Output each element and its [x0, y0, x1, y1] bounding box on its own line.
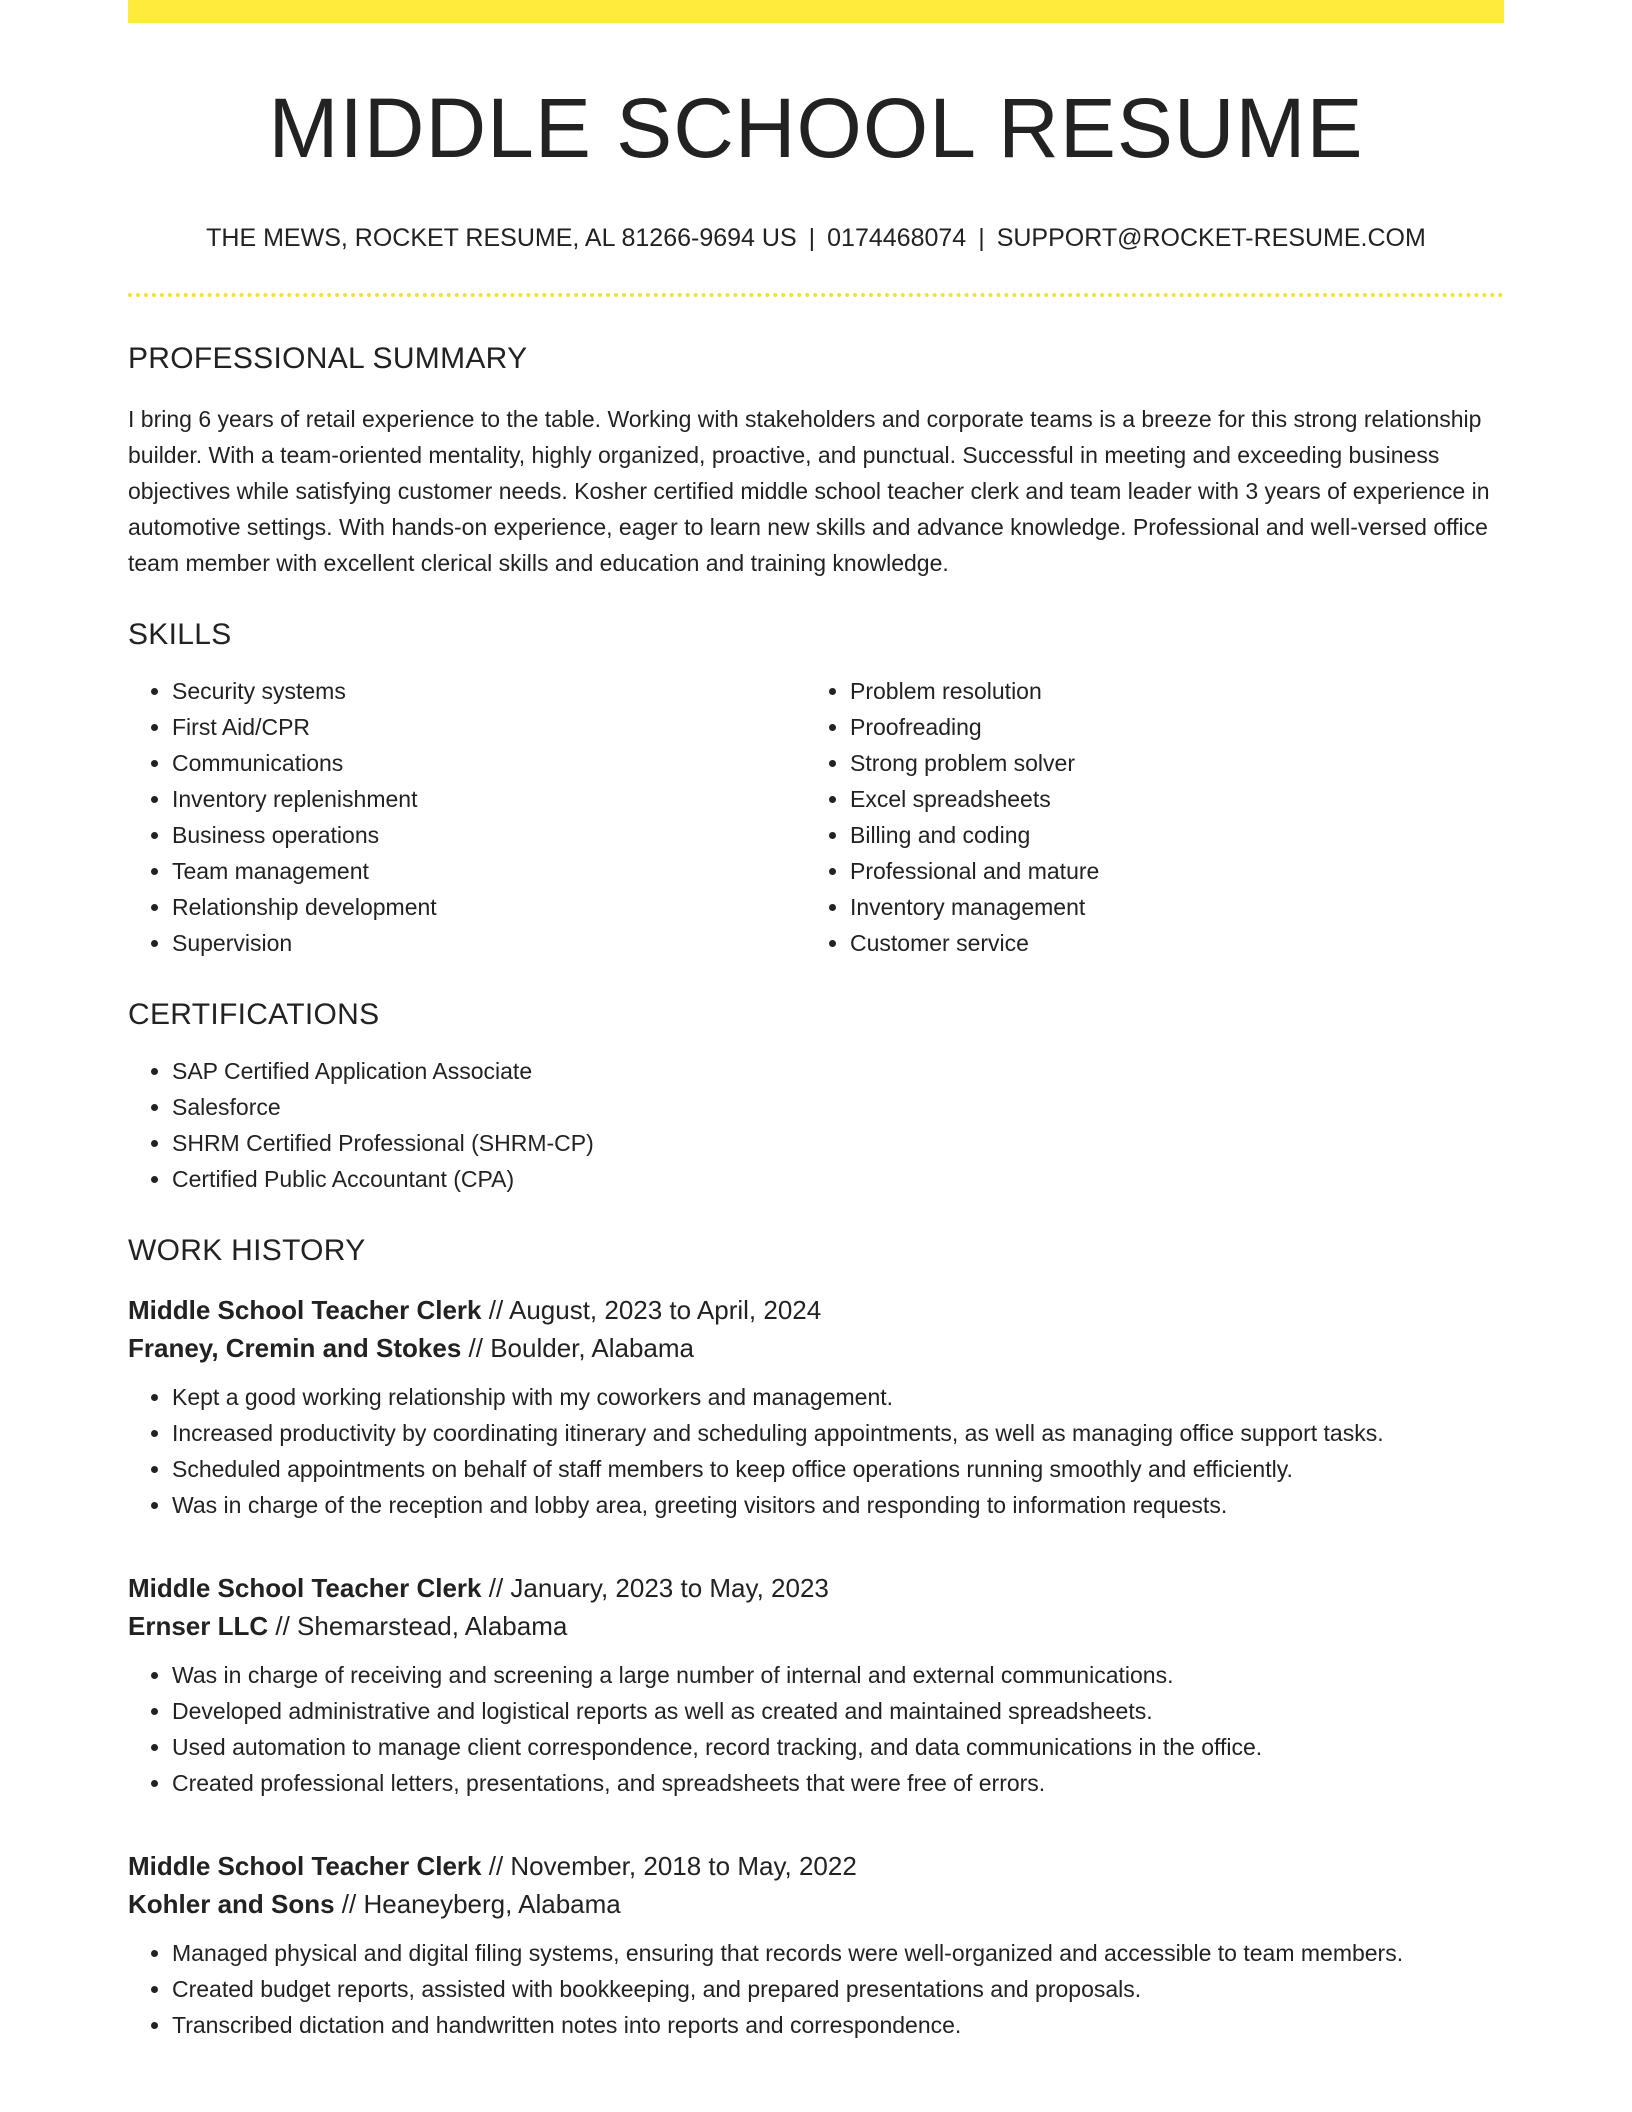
- skill-item: • Business operations: [172, 817, 806, 853]
- skill-item: • First Aid/CPR: [172, 709, 806, 745]
- skills-column-right: [806, 673, 1484, 961]
- skill-item: • Billing and coding: [850, 817, 1484, 853]
- job-location: // Boulder, Alabama: [461, 1332, 695, 1363]
- skill-item: • Problem resolution: [850, 673, 1484, 709]
- job-dates: // August, 2023 to April, 2024: [481, 1294, 822, 1325]
- contact-separator: |: [808, 223, 816, 252]
- certification-item: • Salesforce: [172, 1089, 1504, 1125]
- resume-title: MIDDLE SCHOOL RESUME: [268, 81, 1364, 175]
- job-duties: [128, 1935, 1504, 2043]
- job-duty-item: • Was in charge of the reception and lobby area, greeting visitors and responding to information requests.: [172, 1487, 1504, 1523]
- contact-email: SUPPORT@ROCKET-RESUME.COM: [996, 223, 1426, 252]
- summary-heading: PROFESSIONAL SUMMARY: [128, 341, 528, 375]
- job-role: Middle School Teacher Clerk: [128, 1572, 482, 1603]
- certifications-list: [128, 1053, 1504, 1197]
- job-duty-item: • Kept a good working relationship with my coworkers and management.: [172, 1379, 1504, 1415]
- certification-item: • Certified Public Accountant (CPA): [172, 1161, 1504, 1197]
- skill-item: • Security systems: [172, 673, 806, 709]
- skill-item: • Inventory management: [850, 889, 1484, 925]
- job-company-line: [128, 1885, 1504, 1923]
- dotted-divider: [128, 293, 1504, 297]
- job-duty-item: • Used automation to manage client correspondence, record tracking, and data communications in the office.: [172, 1729, 1504, 1765]
- skill-item: • Professional and mature: [850, 853, 1484, 889]
- job-duty-item: • Managed physical and digital filing systems, ensuring that records were well-organized and accessible to team members.: [172, 1935, 1504, 1971]
- resume-page: [128, 0, 1504, 2043]
- job-duty-item: • Developed administrative and logistical reports as well as created and maintained spreadsheets.: [172, 1693, 1504, 1729]
- skill-item: • Supervision: [172, 925, 806, 961]
- job-title-line: [128, 1291, 1504, 1329]
- certification-item: • SAP Certified Application Associate: [172, 1053, 1504, 1089]
- job-title-line: [128, 1847, 1504, 1885]
- contact-phone: 0174468074: [827, 223, 967, 252]
- job-company: Franey, Cremin and Stokes: [128, 1332, 462, 1363]
- job-duty-item: • Transcribed dictation and handwritten notes into reports and correspondence.: [172, 2007, 1504, 2043]
- contact-address: THE MEWS, ROCKET RESUME, AL 81266-9694 US: [206, 223, 797, 252]
- skill-item: • Customer service: [850, 925, 1484, 961]
- skill-item: • Excel spreadsheets: [850, 781, 1484, 817]
- skill-item: • Inventory replenishment: [172, 781, 806, 817]
- job-role: Middle School Teacher Clerk: [128, 1294, 482, 1325]
- job-duty-item: • Created budget reports, assisted with bookkeeping, and prepared presentations and proposals.: [172, 1971, 1504, 2007]
- skill-item: • Strong problem solver: [850, 745, 1484, 781]
- job-duty-item: • Increased productivity by coordinating itinerary and scheduling appointments, as well as managing office support tasks.: [172, 1415, 1504, 1451]
- contact-line: [128, 223, 1504, 253]
- job-dates: // January, 2023 to May, 2023: [481, 1572, 829, 1603]
- job-entry: [128, 1569, 1504, 1801]
- job-company-line: [128, 1607, 1504, 1645]
- job-duty-item: • Created professional letters, presentations, and spreadsheets that were free of errors.: [172, 1765, 1504, 1801]
- certifications-heading: CERTIFICATIONS: [128, 997, 380, 1031]
- summary-text: I bring 6 years of retail experience to the table. Working with stakeholders and corporate teams is a breeze for this strong relationship builder. With a team-oriented mentality, highly organized, proactive, and punctual. Successful in meeting and exceeding business objectives while satisfying customer needs. Kosher certified middle school teacher clerk and team leader with 3 years of experience in automotive settings. With hands-on experience, eager to learn new skills and advance knowledge. Professional and well-versed office team member with excellent clerical skills and education and training knowledge.: [128, 405, 1490, 576]
- job-title-line: [128, 1569, 1504, 1607]
- skill-item: • Team management: [172, 853, 806, 889]
- job-duties: [128, 1379, 1504, 1523]
- contact-separator: |: [978, 223, 985, 252]
- skills-heading: SKILLS: [128, 617, 232, 651]
- job-company: Ernser LLC: [128, 1610, 269, 1641]
- job-company: Kohler and Sons: [128, 1888, 335, 1919]
- job-duty-item: • Was in charge of receiving and screening a large number of internal and external communications.: [172, 1657, 1504, 1693]
- skills-grid: [128, 673, 1504, 961]
- job-location: // Heaneyberg, Alabama: [334, 1888, 621, 1919]
- skill-item: • Relationship development: [172, 889, 806, 925]
- job-entry: [128, 1291, 1504, 1523]
- skill-item: • Proofreading: [850, 709, 1484, 745]
- job-location: // Shemarstead, Alabama: [268, 1610, 568, 1641]
- job-duties: [128, 1657, 1504, 1801]
- job-role: Middle School Teacher Clerk: [128, 1850, 482, 1881]
- accent-top-bar: [128, 0, 1504, 23]
- skill-item: • Communications: [172, 745, 806, 781]
- work-history-heading: WORK HISTORY: [128, 1233, 366, 1267]
- job-entry: [128, 1847, 1504, 2043]
- job-company-line: [128, 1329, 1504, 1367]
- certification-item: • SHRM Certified Professional (SHRM-CP): [172, 1125, 1504, 1161]
- skills-column-left: [128, 673, 806, 961]
- job-duty-item: • Scheduled appointments on behalf of staff members to keep office operations running smoothly and efficiently.: [172, 1451, 1504, 1487]
- job-dates: // November, 2018 to May, 2022: [481, 1850, 857, 1881]
